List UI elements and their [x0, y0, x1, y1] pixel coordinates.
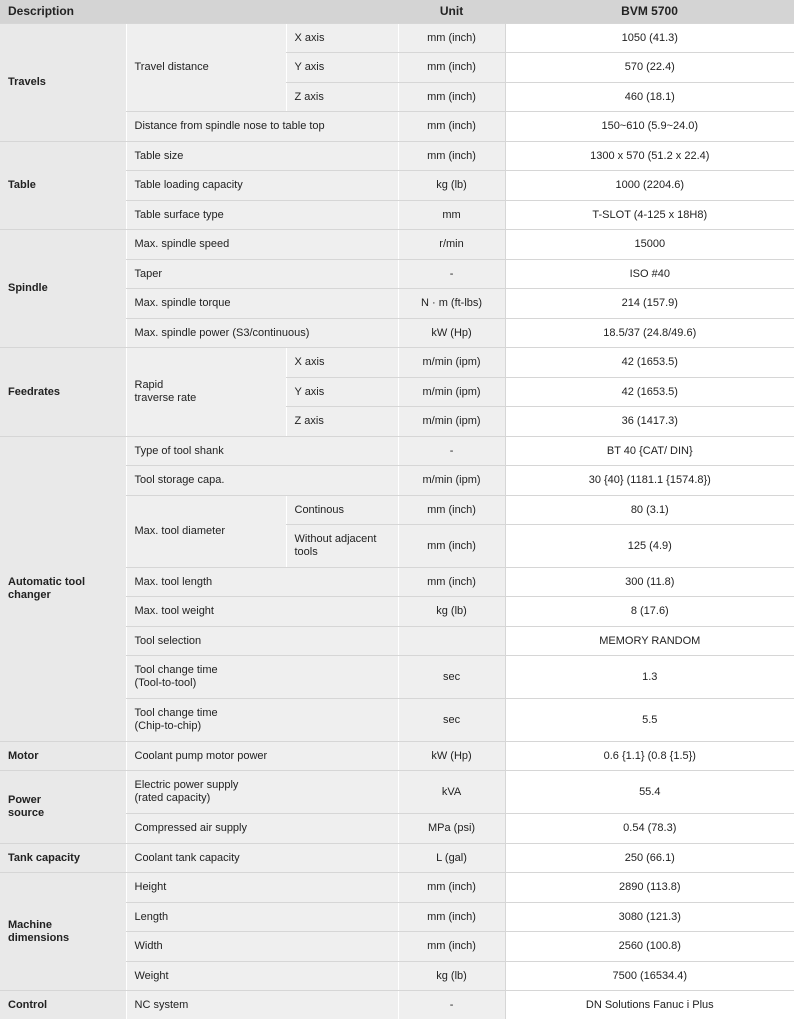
value-cell: 7500 (16534.4) — [505, 962, 794, 991]
item-rapid-traverse: Rapid traverse rate — [126, 348, 286, 437]
category-control: Control — [0, 991, 126, 1019]
value-cell: 18.5/37 (24.8/49.6) — [505, 319, 794, 348]
unit-cell: kW (Hp) — [398, 742, 505, 771]
value-cell: 80 (3.1) — [505, 496, 794, 525]
value-cell: 5.5 — [505, 699, 794, 742]
header-row — [0, 0, 794, 24]
unit-cell: - — [398, 991, 505, 1019]
item-spindle-power: Max. spindle power (S3/continuous) — [126, 319, 398, 348]
value-cell: 460 (18.1) — [505, 83, 794, 112]
unit-cell: mm (inch) — [398, 142, 505, 171]
sub-z-axis: Z axis — [286, 83, 398, 112]
table-row — [0, 742, 794, 771]
item-spindle-torque: Max. spindle torque — [126, 289, 398, 319]
unit-cell — [398, 627, 505, 656]
value-cell: 0.6 {1.1} (0.8 {1.5}) — [505, 742, 794, 771]
table-row — [0, 24, 794, 53]
item-coolant-pump: Coolant pump motor power — [126, 742, 398, 771]
item-travel-distance: Travel distance — [126, 24, 286, 112]
unit-cell: kg (lb) — [398, 597, 505, 627]
table-row — [0, 348, 794, 378]
item-spindle-nose-distance: Distance from spindle nose to table top — [126, 112, 398, 142]
value-cell: 42 (1653.5) — [505, 348, 794, 378]
value-cell: MEMORY RANDOM — [505, 627, 794, 656]
item-table-size: Table size — [126, 142, 398, 171]
unit-cell: mm (inch) — [398, 932, 505, 962]
item-table-surface: Table surface type — [126, 201, 398, 230]
value-cell: 250 (66.1) — [505, 844, 794, 873]
item-coolant-tank: Coolant tank capacity — [126, 844, 398, 873]
value-cell: 570 (22.4) — [505, 53, 794, 83]
sub-continous: Continous — [286, 496, 398, 525]
table-row — [0, 771, 794, 814]
value-cell: 3080 (121.3) — [505, 903, 794, 932]
unit-cell: sec — [398, 699, 505, 742]
header-model: BVM 5700 — [505, 0, 794, 24]
sub-y-axis: Y axis — [286, 53, 398, 83]
value-cell: 55.4 — [505, 771, 794, 814]
item-tool-storage: Tool storage capa. — [126, 466, 398, 496]
unit-cell: mm (inch) — [398, 903, 505, 932]
category-travels: Travels — [0, 24, 126, 142]
value-cell: 1.3 — [505, 656, 794, 699]
item-table-loading: Table loading capacity — [126, 171, 398, 201]
unit-cell: kg (lb) — [398, 171, 505, 201]
unit-cell: mm (inch) — [398, 496, 505, 525]
value-cell: 15000 — [505, 230, 794, 260]
unit-cell: kW (Hp) — [398, 319, 505, 348]
item-spindle-speed: Max. spindle speed — [126, 230, 398, 260]
category-power-source: Power source — [0, 771, 126, 844]
unit-cell: kg (lb) — [398, 962, 505, 991]
unit-cell: m/min (ipm) — [398, 407, 505, 437]
unit-cell: mm (inch) — [398, 83, 505, 112]
unit-cell: m/min (ipm) — [398, 348, 505, 378]
value-cell: 300 (11.8) — [505, 568, 794, 597]
value-cell: 0.54 (78.3) — [505, 814, 794, 844]
unit-cell: MPa (psi) — [398, 814, 505, 844]
category-tank-capacity: Tank capacity — [0, 844, 126, 873]
sub-x-axis: X axis — [286, 24, 398, 53]
value-cell: DN Solutions Fanuc i Plus — [505, 991, 794, 1019]
unit-cell: mm (inch) — [398, 24, 505, 53]
sub-without-adjacent: Without adjacent tools — [286, 525, 398, 568]
value-cell: 2890 (113.8) — [505, 873, 794, 903]
item-nc-system: NC system — [126, 991, 398, 1019]
value-cell: 36 (1417.3) — [505, 407, 794, 437]
value-cell: 150~610 (5.9~24.0) — [505, 112, 794, 142]
unit-cell: m/min (ipm) — [398, 378, 505, 407]
item-tool-change-c2c: Tool change time (Chip-to-chip) — [126, 699, 398, 742]
item-tool-diameter: Max. tool diameter — [126, 496, 286, 568]
item-compressed-air: Compressed air supply — [126, 814, 398, 844]
item-length: Length — [126, 903, 398, 932]
unit-cell: r/min — [398, 230, 505, 260]
item-tool-length: Max. tool length — [126, 568, 398, 597]
table-row — [0, 437, 794, 466]
item-tool-selection: Tool selection — [126, 627, 398, 656]
unit-cell: mm (inch) — [398, 525, 505, 568]
unit-cell: m/min (ipm) — [398, 466, 505, 496]
value-cell: 1050 (41.3) — [505, 24, 794, 53]
value-cell: 1000 (2204.6) — [505, 171, 794, 201]
category-motor: Motor — [0, 742, 126, 771]
value-cell: BT 40 {CAT/ DIN} — [505, 437, 794, 466]
table-row — [0, 142, 794, 171]
category-atc: Automatic tool changer — [0, 437, 126, 742]
value-cell: T-SLOT (4-125 x 18H8) — [505, 201, 794, 230]
table-row — [0, 844, 794, 873]
unit-cell: mm (inch) — [398, 112, 505, 142]
item-height: Height — [126, 873, 398, 903]
table-row — [0, 230, 794, 260]
unit-cell: mm (inch) — [398, 873, 505, 903]
unit-cell: N · m (ft-lbs) — [398, 289, 505, 319]
unit-cell: mm (inch) — [398, 53, 505, 83]
item-tool-shank: Type of tool shank — [126, 437, 398, 466]
value-cell: 8 (17.6) — [505, 597, 794, 627]
item-tool-weight: Max. tool weight — [126, 597, 398, 627]
sub-x-axis: X axis — [286, 348, 398, 378]
item-taper: Taper — [126, 260, 398, 289]
item-electric-power: Electric power supply (rated capacity) — [126, 771, 398, 814]
value-cell: ISO #40 — [505, 260, 794, 289]
unit-cell: mm (inch) — [398, 568, 505, 597]
unit-cell: mm — [398, 201, 505, 230]
table-row — [0, 991, 794, 1019]
category-feedrates: Feedrates — [0, 348, 126, 437]
item-width: Width — [126, 932, 398, 962]
sub-z-axis: Z axis — [286, 407, 398, 437]
category-machine-dimensions: Machine dimensions — [0, 873, 126, 991]
value-cell: 42 (1653.5) — [505, 378, 794, 407]
value-cell: 1300 x 570 (51.2 x 22.4) — [505, 142, 794, 171]
unit-cell: - — [398, 260, 505, 289]
unit-cell: L (gal) — [398, 844, 505, 873]
table-row — [0, 873, 794, 903]
unit-cell: - — [398, 437, 505, 466]
unit-cell: kVA — [398, 771, 505, 814]
category-table: Table — [0, 142, 126, 230]
value-cell: 214 (157.9) — [505, 289, 794, 319]
header-description: Description — [0, 0, 398, 24]
item-tool-change-t2t: Tool change time (Tool-to-tool) — [126, 656, 398, 699]
value-cell: 30 {40} (1181.1 {1574.8}) — [505, 466, 794, 496]
category-spindle: Spindle — [0, 230, 126, 348]
item-weight: Weight — [126, 962, 398, 991]
value-cell: 2560 (100.8) — [505, 932, 794, 962]
unit-cell: sec — [398, 656, 505, 699]
sub-y-axis: Y axis — [286, 378, 398, 407]
value-cell: 125 (4.9) — [505, 525, 794, 568]
header-unit: Unit — [398, 0, 505, 24]
